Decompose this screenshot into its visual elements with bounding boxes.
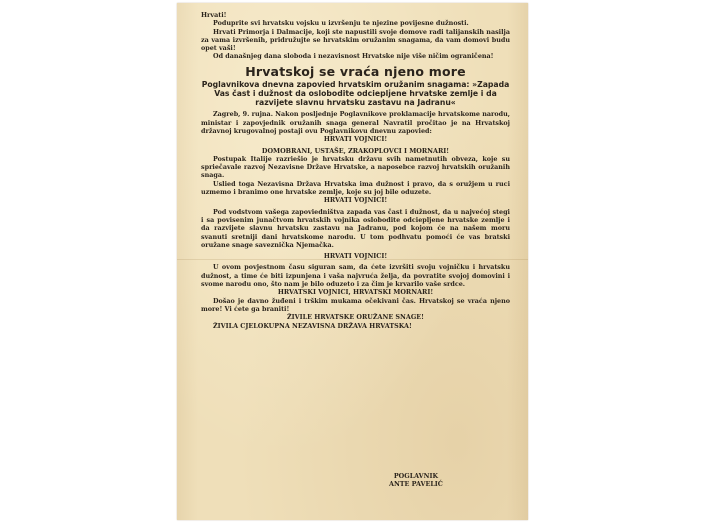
- body-paragraph: Postupak Italije razriešio je hrvatsku državu svih nametnutih obveza, koje su spriečavale razvoj Nezavisne Države Hrvatske, a naposebce razvoj hrvatskih oružanih snaga.: [201, 154, 510, 180]
- leaflet-sheet: [177, 3, 528, 520]
- body-paragraph: Pod vodstvom vašega zapoviedništva zapada vas čast i dužnost, da u najvećoj stegi i sa povisenim junačtvom hrvatskih vojnika oslobodite odcieplјene hrvatske zemlje i da razvijete slavnu hrvatsku zastavu na Jadranu, pod kojom će na našem moru svanuti sretniji dani hrvatskome narodu. U tom podhvatu pomoći će vas bratski oružane snage saveznička Njemačka.: [201, 207, 510, 249]
- section-heading: HRVATI VOJNICI!: [323, 252, 388, 261]
- intro-greeting: Hrvati!: [201, 11, 227, 19]
- intro-paragraph: Poduprite svi hrvatsku vojsku u izvršenju te njezine povijesne dužnosti.: [213, 19, 469, 28]
- headline: Hrvatskoj se vraća njeno more: [245, 63, 466, 79]
- section-heading: HRVATI VOJNICI!: [323, 135, 388, 144]
- signature-block: [389, 472, 443, 489]
- intro-paragraph: Od današnjeg dana sloboda i nezavisnost Hrvatske nije više ničim ograničena!: [213, 52, 494, 61]
- closing-line: ŽIVILA CJELOKUPNA NEZAVISNA DRŽAVA HRVATSKA!: [213, 321, 412, 330]
- section-heading: DOMOBRANI, USTAŠE, ZRAKOPLOVCI I MORNARI!: [261, 146, 450, 155]
- body-paragraph: Došao je davno žuđeni i trškim mukama očekivani čas. Hrvatskoj se vraća njeno more! Vi ćete ga braniti!: [201, 296, 510, 313]
- dateline-paragraph: Zagreb, 9. rujna. Nakon posljednje Poglavnikove proklamacije hrvatskome narodu, ministar i zapovjednik oružanih snaga general Navratil pročitao je na Hrvatskoj državnoj krugovalnoj postaji ovu Poglavnikovu dnevnu zapovied:: [201, 110, 510, 135]
- signature-name: ANTE PAVELIĆ: [389, 480, 443, 489]
- leaflet-content: [201, 11, 510, 330]
- intro-paragraph: Hrvati Primorja i Dalmacije, koji ste napustili svoje domove radi talijanskih nasilja za vama izvršenih, pridružujte se hrvatskim oružanim snagama, da vam domovi budu opet vaši!: [201, 27, 510, 53]
- subheadline: Poglavnikova dnevna zapovied hrvatskim oružanim snagama: »Zapada Vas čast i dužnost da oslobodite odcieplјene hrvatske zemlje i da razvijete slavnu hrvatsku zastavu na Jadranu«: [201, 79, 510, 108]
- signature-title: POGLAVNIK: [393, 472, 439, 480]
- body-paragraph: Uslied toga Nezavisna Država Hrvatska ima dužnost i pravo, da s oružjem u ruci uzmemo i branimo one hrvatske zemlje, koje su joj bile oduzete.: [201, 179, 510, 197]
- section-heading: HRVATI VOJNICI!: [323, 196, 388, 205]
- body-paragraph: U ovom povjestnom času siguran sam, da ćete izvršiti svoju vojničku i hrvatsku dužnost, a time će biti izpunjena i vaša najvruća želja, da povratite svojoj domovini i svome narodu ono, što nam je bilo oduzeto i za čim je krvarilo vaše srdce.: [201, 263, 510, 289]
- closing-line: ŽIVILE HRVATSKE ORUŽANE SNAGE!: [287, 313, 424, 322]
- section-heading: HRVATSKI VOJNICI, HRVATSKI MORNARI!: [277, 288, 434, 297]
